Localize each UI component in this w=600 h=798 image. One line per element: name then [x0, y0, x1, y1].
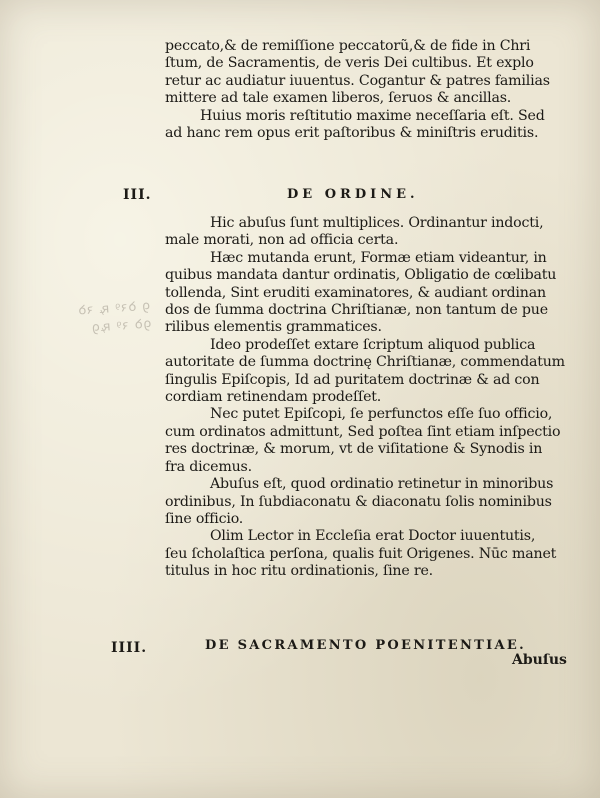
text-line: Hic abuſus ſunt multiplices. Ordinantur indocti, [210, 215, 544, 231]
text-line: Hæc mutanda erunt, Formæ etiam videantur, in [210, 249, 547, 266]
text-line: ſingulis Epiſcopis, Id ad puritatem doctrinæ & ad con [165, 371, 540, 388]
show-through-text: ꝯ ꝺꝛꝰ ꝶ ꝛꝺ ꝯꝺ ꝛꝰ ꝶꝯ [76, 298, 152, 336]
text-line: tollenda, Sint eruditi examinatores, & audiant ordinan [165, 284, 546, 301]
text-line: ordinibus, In ſubdiaconatu & diaconatu ſolis nominibus [165, 493, 552, 510]
text-line: cum ordinatos admittunt, Sed poſtea ſint etiam inſpectio [165, 423, 561, 440]
text-line: Huius moris reſtitutio maxime neceſſaria eſt. Sed [200, 107, 545, 124]
section-number: IIII. [111, 640, 148, 656]
text-line: peccato,& de remiſſione peccatorũ,& de fide in Chri [165, 38, 531, 54]
text-column [165, 38, 565, 142]
catchword: Abuſus [512, 652, 567, 668]
text-line: retur ac audiatur iuuentus. Cogantur & patres familias [165, 72, 550, 89]
text-column [165, 215, 565, 581]
section-heading: DE ORDINE. [287, 187, 419, 202]
text-line: ſeu ſcholaſtica perſona, qualis fuit Origenes. Nūc manet [165, 545, 557, 562]
text-line: Olim Lector in Eccleſia erat Doctor iuuentutis, [210, 528, 536, 545]
text-line: rilibus elementis grammatices. [165, 319, 382, 336]
text-line: male morati, non ad officia certa. [165, 232, 399, 249]
section-number: III. [123, 187, 152, 203]
text-line: ad hanc rem opus erit paſtoribus & miniſtris eruditis. [165, 125, 539, 142]
text-line: dos de ſumma doctrina Chriſtianæ, non tantum de pue [165, 302, 548, 319]
section-heading: DE SACRAMENTO POENITENTIAE. [205, 638, 526, 653]
text-line: fra dicemus. [165, 458, 252, 475]
text-line: quibus mandata dantur ordinatis, Obligatio de cœlibatu [165, 267, 557, 284]
text-line: Ideo prodeſſet extare ſcriptum aliquod publica [210, 336, 536, 353]
text-line: mittere ad tale examen liberos, ſeruos & ancillas. [165, 90, 512, 107]
text-line: ſtum, de Sacramentis, de veris Dei cultibus. Et explo [165, 55, 534, 72]
text-line: res doctrinæ, & morum, vt de viſitatione & Synodis in [165, 441, 543, 458]
text-line: titulus in hoc ritu ordinationis, ſine re. [165, 563, 433, 580]
text-line: Nec putet Epiſcopi, ſe perfunctos eſſe ſuo officio, [210, 406, 553, 423]
text-line: autoritate de ſumma doctrinę Chriſtianæ, commendatum [165, 354, 565, 371]
text-line: cordiam retinendam prodeſſet. [165, 389, 382, 406]
text-line: ſine officio. [165, 510, 244, 527]
text-line: Abuſus eſt, quod ordinatio retinetur in minoribus [210, 476, 554, 493]
